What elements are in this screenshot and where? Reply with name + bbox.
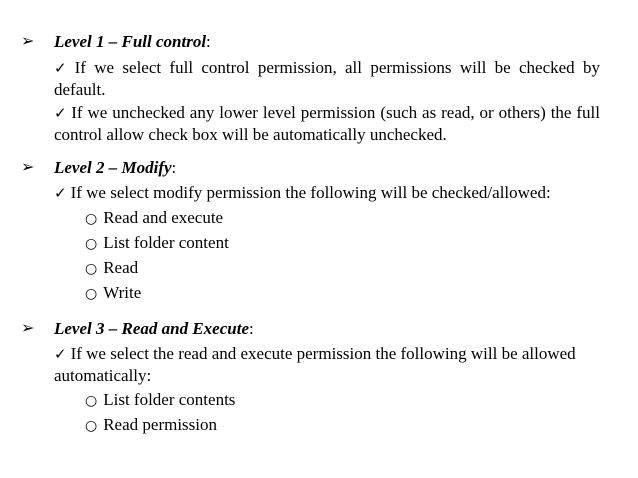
checkmark-icon: ✓ xyxy=(54,345,67,363)
circle-bullet-icon: ○ xyxy=(85,236,98,252)
level2-item-1-text: If we select modify permission the following will be checked/allowed: xyxy=(70,183,551,202)
level2-subitem-text: Read xyxy=(103,258,139,277)
level2-subitem xyxy=(85,232,229,255)
checkmark-icon: ✓ xyxy=(54,184,67,202)
level1-item-1 xyxy=(54,57,600,101)
arrowhead-bullet-icon: ➢ xyxy=(21,318,35,337)
level1-colon: : xyxy=(206,32,211,51)
level3-subitem xyxy=(85,389,235,412)
checkmark-icon: ✓ xyxy=(54,59,71,77)
level2-subitem-text: Read and execute xyxy=(103,208,224,227)
level2-subitem-text: Write xyxy=(103,283,142,302)
level3-heading xyxy=(54,319,254,339)
level3-item-1-text: If we select the read and execute permission the following will be allowed automatically: xyxy=(54,344,576,385)
circle-bullet-icon: ○ xyxy=(85,286,98,302)
level3-colon: : xyxy=(249,319,254,338)
level2-subitem xyxy=(85,282,141,305)
level1-item-2-text: If we unchecked any lower level permission (such as read, or others) the full control allow check box will be automatically unchecked. xyxy=(54,103,600,144)
level2-title: Level 2 – Modify xyxy=(54,158,172,177)
level2-heading xyxy=(54,158,176,178)
level3-item-1 xyxy=(54,343,600,387)
arrowhead-bullet-icon: ➢ xyxy=(21,157,35,176)
level3-subitem-text: List folder contents xyxy=(103,390,236,409)
level3-subitem xyxy=(85,414,217,437)
level2-colon: : xyxy=(171,158,177,177)
level1-title: Level 1 – Full control xyxy=(54,32,207,51)
level2-subitem xyxy=(85,257,138,280)
level3-title: Level 3 – Read and Execute xyxy=(54,319,249,338)
level2-subitem-text: List folder content xyxy=(103,233,229,252)
level1-item-1-text: If we select full control permission, all permissions will be checked by default. xyxy=(54,58,600,99)
circle-bullet-icon: ○ xyxy=(85,261,98,277)
level2-item-1 xyxy=(54,182,600,204)
level2-subitem xyxy=(85,207,223,230)
arrowhead-bullet-icon: ➢ xyxy=(21,31,35,50)
circle-bullet-icon: ○ xyxy=(85,393,98,409)
level1-heading xyxy=(54,32,211,52)
circle-bullet-icon: ○ xyxy=(85,211,98,227)
level3-subitem-text: Read permission xyxy=(103,415,218,434)
circle-bullet-icon: ○ xyxy=(85,418,98,434)
level1-item-2 xyxy=(54,102,600,146)
checkmark-icon: ✓ xyxy=(54,104,68,122)
